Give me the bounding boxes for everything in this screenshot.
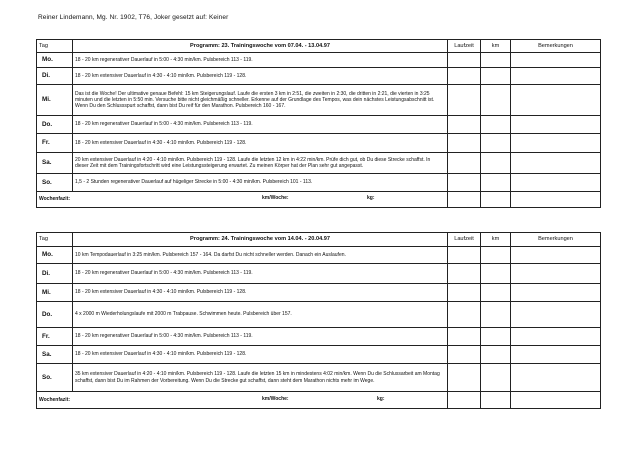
col-remarks-header: Bemerkungen [511, 233, 601, 247]
summary-km-cell[interactable] [481, 392, 511, 409]
laufzeit-cell[interactable] [448, 302, 481, 328]
km-cell[interactable] [481, 264, 511, 284]
summary-remarks-cell[interactable] [511, 192, 601, 208]
laufzeit-cell[interactable] [448, 85, 481, 116]
km-cell[interactable] [481, 174, 511, 192]
workout-text: 18 - 20 km regenerativer Dauerlauf in 5:00 - 4:30 min/km. Pulsbereich 113 - 119. [73, 328, 448, 346]
laufzeit-cell[interactable] [448, 68, 481, 85]
col-laufzeit-header: Laufzeit [448, 40, 481, 53]
remarks-cell[interactable] [511, 134, 601, 153]
km-cell[interactable] [481, 247, 511, 264]
remarks-cell[interactable] [511, 284, 601, 302]
kg-label: kg: [367, 195, 375, 201]
laufzeit-cell[interactable] [448, 346, 481, 364]
col-laufzeit-header: Laufzeit [448, 233, 481, 247]
day-label: Di. [37, 68, 73, 85]
col-km-header: km [481, 40, 511, 53]
day-label: Mi. [37, 85, 73, 116]
remarks-cell[interactable] [511, 53, 601, 68]
km-cell[interactable] [481, 116, 511, 134]
day-label: Do. [37, 116, 73, 134]
remarks-cell[interactable] [511, 264, 601, 284]
summary-km-cell[interactable] [481, 192, 511, 208]
weekly-summary-label: Wochenfazit: [39, 396, 71, 403]
remarks-cell[interactable] [511, 346, 601, 364]
workout-text: 35 km extensiver Dauerlauf in 4:20 - 4:10 min/km. Pulsbereich 119 - 128. Laufe die letzten 15 km in mindestens 4:02 min/km. Wenn Du die Schlussarbeit am Montag schaffst, dann bist Du im Rahmen der Vorbereitung. Wenn Du die Strecke gut schaffst, dann steht dem Marathon nichts mehr im Wege. [73, 364, 448, 392]
km-cell[interactable] [481, 364, 511, 392]
laufzeit-cell[interactable] [448, 53, 481, 68]
km-cell[interactable] [481, 53, 511, 68]
workout-text: 18 - 20 km regenerativer Dauerlauf in 5:00 - 4:30 min/km. Pulsbereich 113 - 119. [73, 116, 448, 134]
week-title: Programm: 23. Trainingswoche vom 07.04. - 13.04.97 [73, 40, 448, 53]
laufzeit-cell[interactable] [448, 247, 481, 264]
workout-text: 18 - 20 km extensiver Dauerlauf in 4:30 - 4:10 min/km. Pulsbereich 119 - 128. [73, 284, 448, 302]
km-cell[interactable] [481, 85, 511, 116]
remarks-cell[interactable] [511, 364, 601, 392]
km-per-week-label: km/Woche: [262, 396, 289, 402]
col-day-header: Tag [37, 233, 73, 247]
day-label: Di. [37, 264, 73, 284]
day-label: Mo. [37, 247, 73, 264]
workout-text: 20 km extensiver Dauerlauf in 4:20 - 4:10 min/km. Pulsbereich 119 - 128. Laufe die letzten 12 km in 4:22 min/km. Prüfe dich gut, ob Du diese Strecke schaffst. In dieser Zeit mit dem Trainingsfortschritt wird eine Leistungssteigerung erwartet. Zu meinen Körper hat der Plan sehr gut angepasst. [73, 153, 448, 174]
day-label: Mo. [37, 53, 73, 68]
workout-text: 18 - 20 km extensiver Dauerlauf in 4:30 - 4:10 min/km. Pulsbereich 119 - 128. [73, 134, 448, 153]
day-label: Sa. [37, 153, 73, 174]
col-remarks-header: Bemerkungen [511, 40, 601, 53]
km-cell[interactable] [481, 153, 511, 174]
workout-text: 18 - 20 km regenerativer Dauerlauf in 5:00 - 4:30 min/km. Pulsbereich 113 - 119. [73, 53, 448, 68]
km-cell[interactable] [481, 284, 511, 302]
laufzeit-cell[interactable] [448, 116, 481, 134]
col-day-header: Tag [37, 40, 73, 53]
day-label: Fr. [37, 328, 73, 346]
laufzeit-cell[interactable] [448, 328, 481, 346]
remarks-cell[interactable] [511, 174, 601, 192]
remarks-cell[interactable] [511, 302, 601, 328]
km-cell[interactable] [481, 134, 511, 153]
workout-text: 1,5 - 2 Stunden regenerativer Dauerlauf auf hügeliger Strecke in 5:00 - 4:30 min/km. Pulsbereich 101 - 113. [73, 174, 448, 192]
day-label: Sa. [37, 346, 73, 364]
km-cell[interactable] [481, 328, 511, 346]
workout-text: 18 - 20 km extensiver Dauerlauf in 4:30 - 4:10 min/km. Pulsbereich 119 - 128. [73, 68, 448, 85]
remarks-cell[interactable] [511, 116, 601, 134]
km-per-week-label: km/Woche: [262, 195, 289, 201]
laufzeit-cell[interactable] [448, 153, 481, 174]
remarks-cell[interactable] [511, 85, 601, 116]
laufzeit-cell[interactable] [448, 364, 481, 392]
km-cell[interactable] [481, 68, 511, 85]
training-week-23-table [36, 39, 601, 208]
workout-text: 10 km Tempodauerlauf in 3:25 min/km. Pulsbereich 157 - 164. Da darfst Du nicht schneller werden. Danach ein Auslaufen. [73, 247, 448, 264]
day-label: So. [37, 364, 73, 392]
remarks-cell[interactable] [511, 247, 601, 264]
weekly-summary-label: Wochenfazit: [39, 196, 71, 203]
km-cell[interactable] [481, 346, 511, 364]
remarks-cell[interactable] [511, 328, 601, 346]
laufzeit-cell[interactable] [448, 264, 481, 284]
workout-text: 4 x 2000 m Wiederholungslaufe mit 2000 m Trabpause. Schwimmen heute. Pulsbereich über 157. [73, 302, 448, 328]
summary-laufzeit-cell[interactable] [448, 192, 481, 208]
remarks-cell[interactable] [511, 68, 601, 85]
day-label: Do. [37, 302, 73, 328]
kg-label: kg: [377, 396, 385, 402]
training-week-24-table [36, 232, 601, 409]
workout-text: 18 - 20 km regenerativer Dauerlauf in 5:00 - 4:30 min/km. Pulsbereich 113 - 119. [73, 264, 448, 284]
laufzeit-cell[interactable] [448, 174, 481, 192]
week-title: Programm: 24. Trainingswoche vom 14.04. - 20.04.97 [73, 233, 448, 247]
remarks-cell[interactable] [511, 153, 601, 174]
workout-text: 18 - 20 km extensiver Dauerlauf in 4:30 - 4:10 min/km. Pulsbereich 119 - 128. [73, 346, 448, 364]
day-label: Fr. [37, 134, 73, 153]
summary-remarks-cell[interactable] [511, 392, 601, 409]
laufzeit-cell[interactable] [448, 134, 481, 153]
km-cell[interactable] [481, 302, 511, 328]
day-label: So. [37, 174, 73, 192]
laufzeit-cell[interactable] [448, 284, 481, 302]
day-label: Mi. [37, 284, 73, 302]
col-km-header: km [481, 233, 511, 247]
summary-laufzeit-cell[interactable] [448, 392, 481, 409]
workout-text: Das ist die Woche! Der ultimative genaue Befehl: 15 km Steigerungslauf. Laufe die ersten 3 km in 2:51, die zweiten in 2:30, die dritten in 2:21, die vierten in 3:25 minuten und die letzten in 5:50 min. Versuche bitte nicht gleichmäßig schneller. Erkenne auf der Grundlage des Tempos, was dein nächstes Leistungsabschnitt ist. Wenn Du den Schlussspurt schaffst, dann bist Du reif für den Marathon. Pulsbereich 160 - 167. [73, 85, 448, 116]
document-header: Reiner Lindemann, Mg. Nr. 1902, T76, Joker gesetzt auf: Keiner [38, 14, 229, 21]
